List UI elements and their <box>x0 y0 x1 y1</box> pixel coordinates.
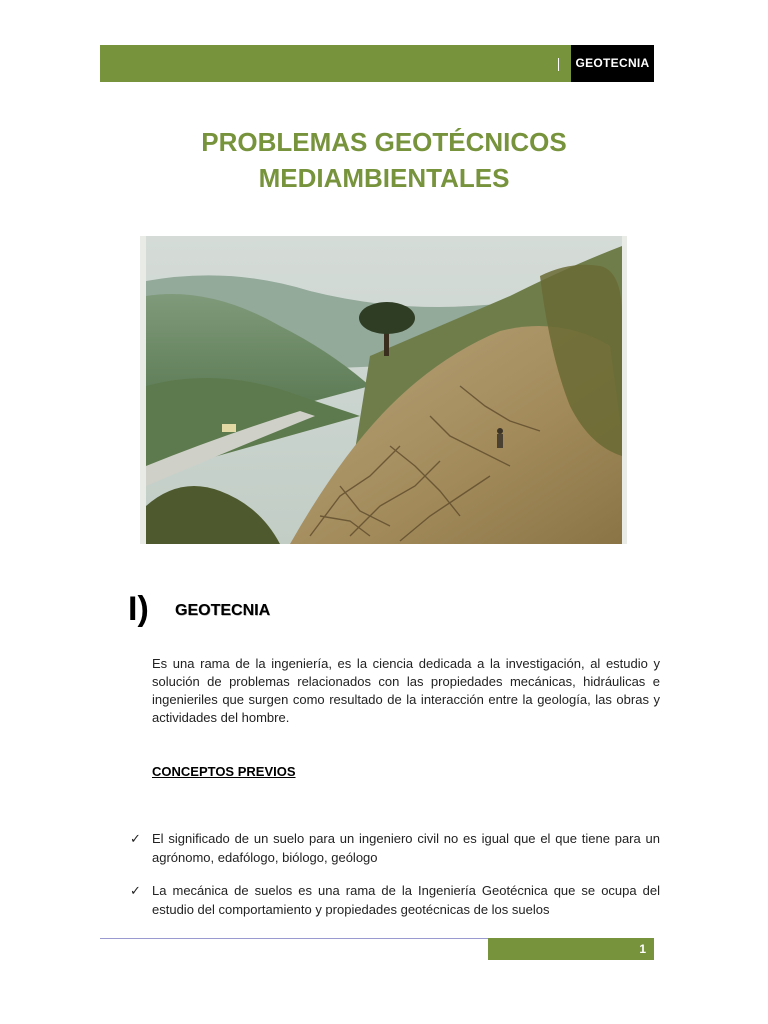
document-title-line-1: PROBLEMAS GEOTÉCNICOS <box>201 127 567 157</box>
document-title-line-2: MEDIAMBIENTALES <box>258 163 510 193</box>
bullet-text: La mecánica de suelos es una rama de la Ingeniería Geotécnica que se ocupa del estudio del comportamiento y propiedades geotécnicas de los suelos <box>152 883 660 917</box>
subheading-conceptos-previos: CONCEPTOS PREVIOS <box>152 764 296 779</box>
intro-paragraph: Es una rama de la ingeniería, es la ciencia dedicada a la investigación, al estudio y solución de problemas relacionados con las propiedades mecánicas, hidráulicas e ingenieriles que surgen como resultado de la interacción entre la geología, las obras y actividades del hombre. <box>152 656 660 725</box>
checkmark-icon: ✓ <box>130 883 141 898</box>
document-title <box>100 124 668 196</box>
bullet-text: El significado de un suelo para un ingeniero civil no es igual que el que tiene para un agrónomo, edafólogo, biólogo, geólogo <box>152 831 660 865</box>
landslide-photo <box>140 236 627 544</box>
section-title: GEOTECNIA <box>175 602 271 619</box>
header-section-label: GEOTECNIA <box>571 45 654 82</box>
footer-rule <box>100 938 488 939</box>
header-separator <box>558 58 559 71</box>
page-number: 1 <box>488 938 654 960</box>
section-number: I) <box>128 590 149 628</box>
bullet-item <box>130 829 660 867</box>
bullet-item <box>130 881 660 919</box>
checkmark-icon: ✓ <box>130 831 141 846</box>
